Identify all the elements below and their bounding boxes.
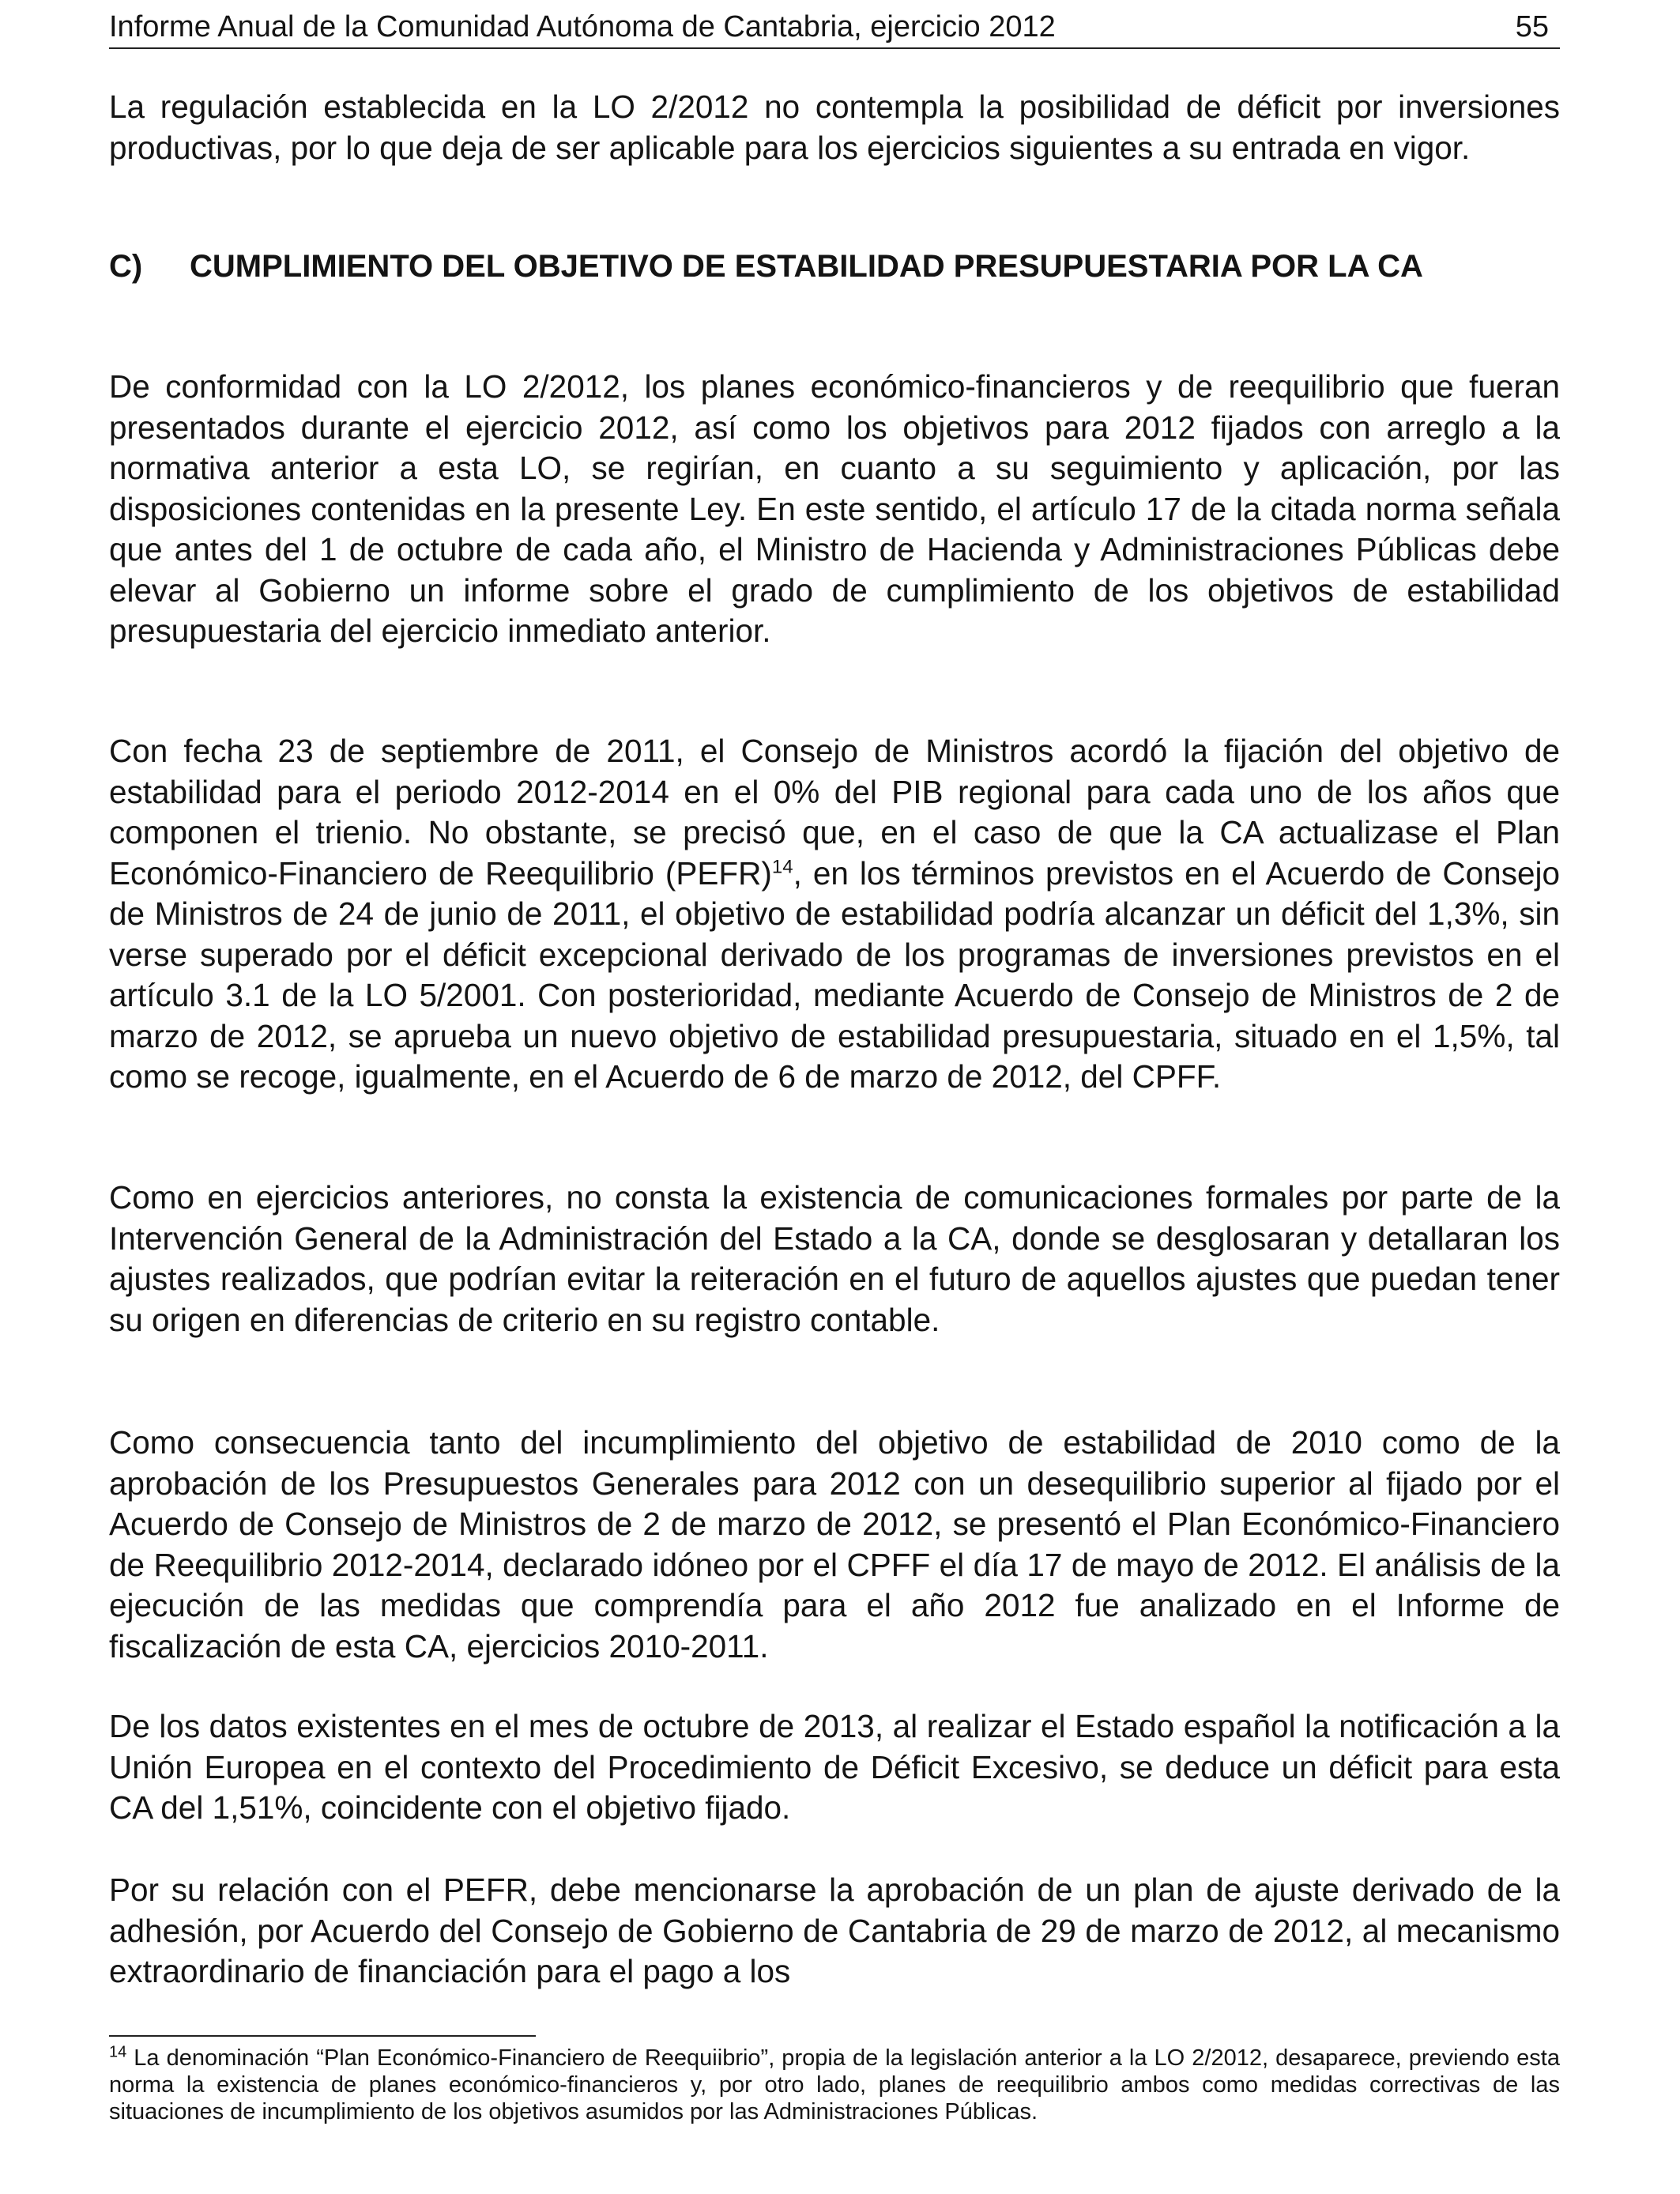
footnote-text: La denominación “Plan Económico-Financiero de Reequiibrio”, propia de la legislación anterior a la LO 2/2012, desaparece, previendo esta norma la existencia de planes económico-financieros y, por otro lado, planes de reequilibrio ambos como medidas correctivas de las situaciones de incumplimiento de los objetivos asumidos por las Administraciones Públicas.	[109, 2045, 1560, 2124]
section-letter: C)	[109, 249, 143, 284]
paragraph-3-part-2: , en los términos previstos en el Acuerdo de Consejo de Ministros de 24 de junio de 2011, el objetivo de estabilidad podría alcanzar un déficit del 1,3%, sin verse superado por el déficit excepcional derivado de los programas de inversiones previstos en el artículo 3.1 de la LO 5/2001. Con posterioridad, mediante Acuerdo de Consejo de Ministros de 2 de marzo de 2012, se aprueba un nuevo objetivo de estabilidad presupuestaria, situado en el 1,5%, tal como se recoge, igualmente, en el Acuerdo de 6 de marzo de 2012, del CPFF.	[109, 854, 1560, 1095]
footnote-reference[interactable]: 14	[771, 856, 793, 877]
section-heading	[109, 247, 1560, 288]
section-title: CUMPLIMIENTO DEL OBJETIVO DE ESTABILIDAD PRESUPUESTARIA POR LA CA	[190, 249, 1423, 284]
paragraph-2: De conformidad con la LO 2/2012, los planes económico-financieros y de reequilibrio que fueran presentados durante el ejercicio 2012, así como los objetivos para 2012 fijados con arreglo a la normativa anterior a esta LO, se regirían, en cuanto a su seguimiento y aplicación, por las disposiciones contenidas en la presente Ley. En este sentido, el artículo 17 de la citada norma señala que antes del 1 de octubre de cada año, el Ministro de Hacienda y Administraciones Públicas debe elevar al Gobierno un informe sobre el grado de cumplimiento de los objetivos de estabilidad presupuestaria del ejercicio inmediato anterior.	[109, 368, 1560, 649]
paragraph-5: Como consecuencia tanto del incumplimiento del objetivo de estabilidad de 2010 como de la aprobación de los Presupuestos Generales para 2012 con un desequilibrio superior al fijado por el Acuerdo de Consejo de Ministros de 2 de marzo de 2012, se presentó el Plan Económico-Financiero de Reequilibrio 2012-2014, declarado idóneo por el CPFF el día 17 de mayo de 2012. El análisis de la ejecución de las medidas que comprendía para el año 2012 fue analizado en el Informe de fiscalización de esta CA, ejercicios 2010-2011.	[109, 1424, 1560, 1664]
paragraph-6: De los datos existentes en el mes de octubre de 2013, al realizar el Estado español la notificación a la Unión Europea en el contexto del Procedimiento de Déficit Excesivo, se deduce un déficit para esta CA del 1,51%, coincidente con el objetivo fijado.	[109, 1708, 1560, 1826]
header-title: Informe Anual de la Comunidad Autónoma de Cantabria, ejercicio 2012	[109, 10, 1056, 43]
footnote-number: 14	[109, 2043, 127, 2061]
paragraph-1: La regulación establecida en la LO 2/2012 no contempla la posibilidad de déficit por inversiones productivas, por lo que deja de ser aplicable para los ejercicios siguientes a su entrada en vigor.	[109, 89, 1560, 166]
page-header	[109, 6, 1560, 49]
page-number: 55	[1515, 10, 1549, 43]
paragraph-4: Como en ejercicios anteriores, no consta la existencia de comunicaciones formales por parte de la Intervención General de la Administración del Estado a la CA, donde se desglosaran y detallaran los ajustes realizados, que podrían evitar la reiteración en el futuro de aquellos ajustes que puedan tener su origen en diferencias de criterio en su registro contable.	[109, 1179, 1560, 1338]
footnote-divider	[109, 2035, 536, 2037]
paragraph-7: Por su relación con el PEFR, debe mencionarse la aprobación de un plan de ajuste derivado de la adhesión, por Acuerdo del Consejo de Gobierno de Cantabria de 29 de marzo de 2012, al mecanismo extraordinario de financiación para el pago a los	[109, 1872, 1560, 1989]
paragraph-3-part-1: Con fecha 23 de septiembre de 2011, el Consejo de Ministros acordó la fijación del objetivo de estabilidad para el periodo 2012-2014 en el 0% del PIB regional para cada uno de los años que componen el trienio. No obstante, se precisó que, en el caso de que la CA actualizase el Plan Económico-Financiero de Reequilibrio (PEFR)	[109, 733, 1560, 892]
paragraph-3	[109, 731, 1560, 1098]
footnote	[109, 2045, 1560, 2125]
